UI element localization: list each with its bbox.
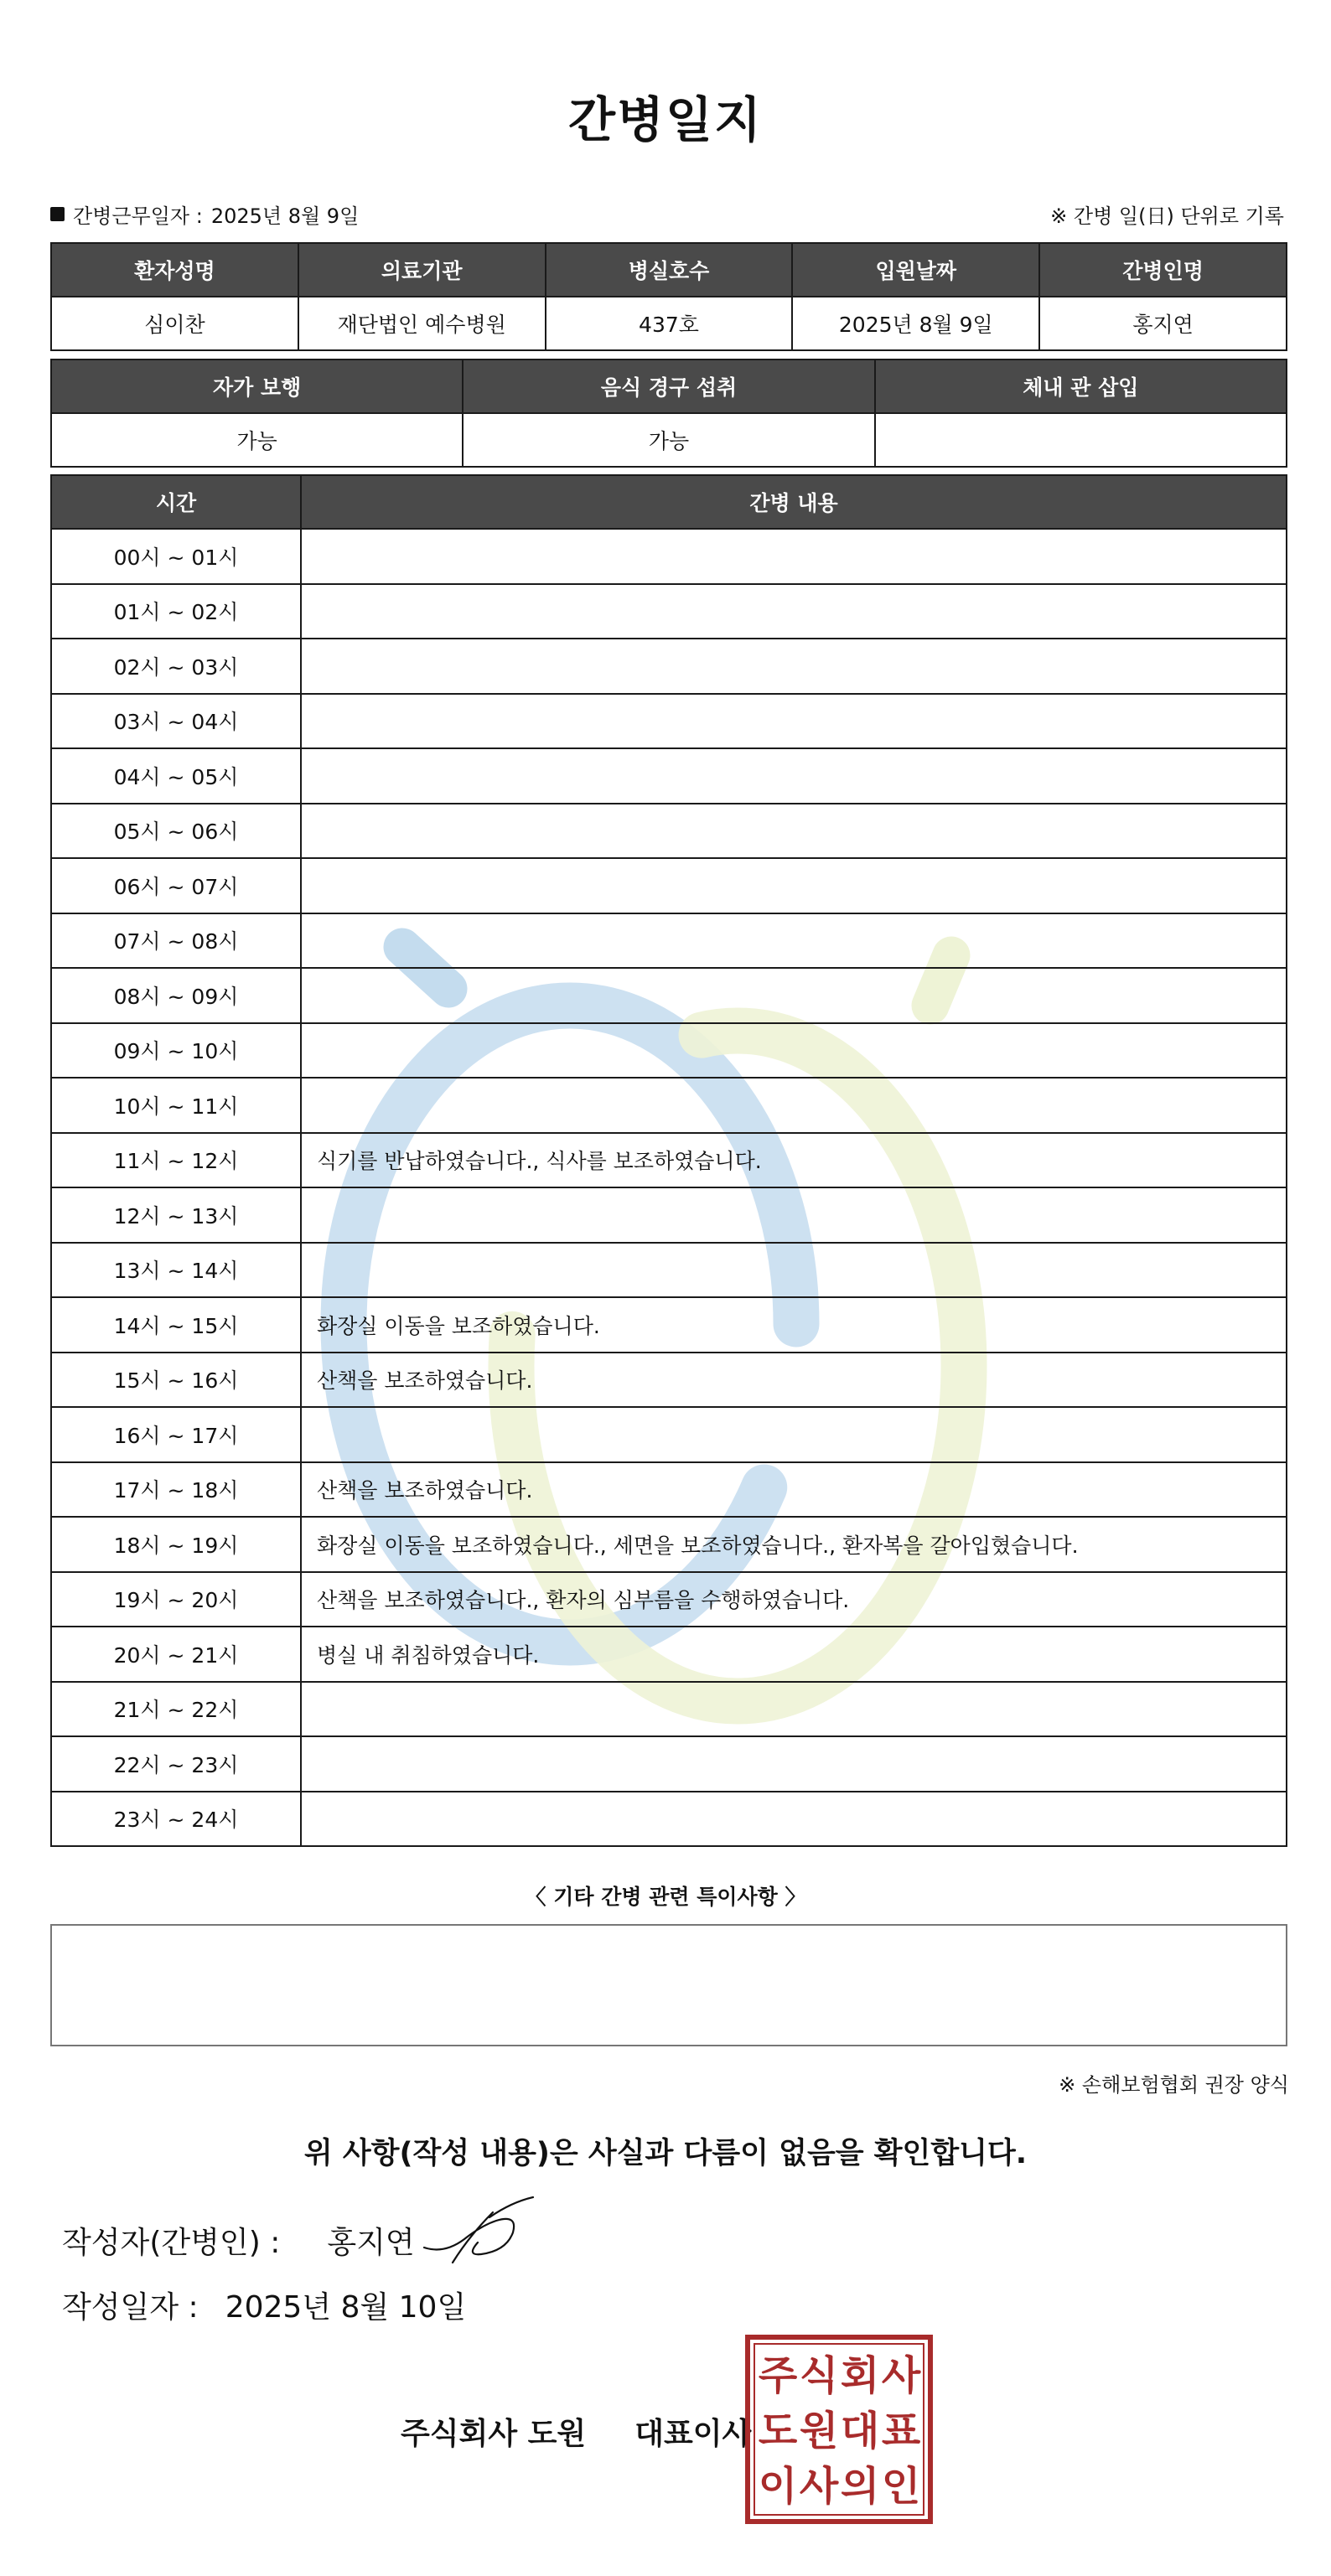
time-cell: 23시 ~ 24시 bbox=[51, 1792, 301, 1847]
seal-glyph: 이 bbox=[758, 2463, 798, 2510]
table-row bbox=[51, 1023, 1287, 1079]
content-cell bbox=[301, 1023, 1287, 1079]
table-row bbox=[51, 1297, 1287, 1353]
content-cell bbox=[301, 1407, 1287, 1462]
table-row bbox=[51, 804, 1287, 859]
time-cell: 16시 ~ 17시 bbox=[51, 1407, 301, 1462]
time-cell: 07시 ~ 08시 bbox=[51, 913, 301, 969]
bullet-square-icon bbox=[50, 207, 65, 221]
content-cell bbox=[301, 858, 1287, 913]
representative-title: 대표이사 bbox=[634, 2417, 752, 2451]
content-cell bbox=[301, 1243, 1287, 1298]
table-row bbox=[51, 1243, 1287, 1298]
time-cell: 17시 ~ 18시 bbox=[51, 1462, 301, 1518]
time-cell: 12시 ~ 13시 bbox=[51, 1187, 301, 1243]
seal-glyph: 사 bbox=[799, 2463, 839, 2510]
seal-glyph: 주 bbox=[758, 2352, 798, 2399]
room-value: 437호 bbox=[546, 297, 793, 350]
content-cell: 식기를 반납하였습니다., 식사를 보조하였습니다. bbox=[301, 1133, 1287, 1188]
table-row bbox=[51, 1078, 1287, 1133]
written-date-value: 2025년 8월 10일 bbox=[225, 2290, 467, 2325]
content-cell bbox=[301, 584, 1287, 639]
time-cell: 02시 ~ 03시 bbox=[51, 639, 301, 694]
table-row bbox=[51, 913, 1287, 969]
header-patient-name: 환자성명 bbox=[51, 243, 298, 297]
header-self-walking: 자가 보행 bbox=[51, 360, 463, 413]
company-seal-icon bbox=[744, 2334, 934, 2525]
table-row bbox=[51, 1792, 1287, 1847]
header-time: 시간 bbox=[51, 475, 301, 529]
seal-glyph: 도 bbox=[758, 2408, 798, 2454]
oral-intake-value: 가능 bbox=[463, 413, 874, 467]
writer-name: 홍지연 bbox=[327, 2226, 415, 2260]
seal-glyph: 회 bbox=[840, 2352, 880, 2399]
time-cell: 15시 ~ 16시 bbox=[51, 1353, 301, 1408]
special-notes-box bbox=[50, 1924, 1287, 2046]
time-cell: 01시 ~ 02시 bbox=[51, 584, 301, 639]
table-row bbox=[51, 1572, 1287, 1627]
time-cell: 08시 ~ 09시 bbox=[51, 968, 301, 1023]
content-cell: 병실 내 취침하였습니다. bbox=[301, 1627, 1287, 1682]
table-row bbox=[51, 639, 1287, 694]
admission-date-value: 2025년 8월 9일 bbox=[792, 297, 1039, 350]
table-row bbox=[51, 1517, 1287, 1572]
time-cell: 22시 ~ 23시 bbox=[51, 1736, 301, 1792]
content-cell bbox=[301, 694, 1287, 749]
header-care-content: 간병 내용 bbox=[301, 475, 1287, 529]
special-notes-heading: 〈 기타 간병 관련 특이사항 〉 bbox=[525, 1885, 806, 1909]
table-row bbox=[51, 1682, 1287, 1737]
content-cell: 화장실 이동을 보조하였습니다., 세면을 보조하였습니다., 환자복을 갈아입혔습니다. bbox=[301, 1517, 1287, 1572]
content-cell bbox=[301, 804, 1287, 859]
seal-glyph: 의 bbox=[840, 2463, 880, 2510]
time-cell: 09시 ~ 10시 bbox=[51, 1023, 301, 1079]
hospital-value: 재단법인 예수병원 bbox=[298, 297, 546, 350]
seal-glyph: 표 bbox=[881, 2408, 921, 2454]
table-row bbox=[51, 694, 1287, 749]
content-cell bbox=[301, 913, 1287, 969]
work-date-value: 2025년 8월 9일 bbox=[210, 204, 360, 228]
patient-info-table bbox=[50, 242, 1287, 351]
header-hospital: 의료기관 bbox=[298, 243, 546, 297]
content-cell bbox=[301, 1682, 1287, 1737]
header-caregiver: 간병인명 bbox=[1039, 243, 1287, 297]
time-cell: 00시 ~ 01시 bbox=[51, 529, 301, 584]
table-row bbox=[51, 1627, 1287, 1682]
content-cell: 산책을 보조하였습니다. bbox=[301, 1353, 1287, 1408]
content-cell bbox=[301, 968, 1287, 1023]
time-cell: 10시 ~ 11시 bbox=[51, 1078, 301, 1133]
patient-name-value: 심이찬 bbox=[51, 297, 298, 350]
content-cell bbox=[301, 748, 1287, 804]
table-row bbox=[51, 858, 1287, 913]
tube-insertion-value bbox=[875, 413, 1287, 467]
writer-label: 작성자(간병인) : bbox=[62, 2226, 281, 2260]
work-date-line bbox=[50, 199, 359, 229]
company-name: 주식회사 도원 bbox=[401, 2417, 587, 2451]
signature-icon bbox=[419, 2196, 536, 2271]
content-cell bbox=[301, 1078, 1287, 1133]
time-cell: 03시 ~ 04시 bbox=[51, 694, 301, 749]
content-cell: 화장실 이동을 보조하였습니다. bbox=[301, 1297, 1287, 1353]
time-cell: 04시 ~ 05시 bbox=[51, 748, 301, 804]
written-date-line bbox=[62, 2284, 466, 2326]
time-cell: 21시 ~ 22시 bbox=[51, 1682, 301, 1737]
writer-line bbox=[62, 2219, 415, 2262]
header-oral-intake: 음식 경구 섭취 bbox=[463, 360, 874, 413]
care-log-body bbox=[51, 529, 1287, 1846]
work-date-label: 간병근무일자 : bbox=[73, 204, 203, 228]
seal-glyph: 대 bbox=[840, 2408, 880, 2454]
time-cell: 11시 ~ 12시 bbox=[51, 1133, 301, 1188]
self-walking-value: 가능 bbox=[51, 413, 463, 467]
seal-glyph: 식 bbox=[799, 2352, 839, 2399]
header-admission-date: 입원날짜 bbox=[792, 243, 1039, 297]
caregiver-value: 홍지연 bbox=[1039, 297, 1287, 350]
table-row bbox=[51, 1353, 1287, 1408]
confirmation-statement: 위 사항(작성 내용)은 사실과 다름이 없음을 확인합니다. bbox=[303, 2137, 1028, 2170]
seal-glyph: 인 bbox=[881, 2463, 921, 2510]
written-date-label: 작성일자 : bbox=[62, 2290, 199, 2325]
time-cell: 19시 ~ 20시 bbox=[51, 1572, 301, 1627]
content-cell bbox=[301, 639, 1287, 694]
table-row bbox=[51, 1462, 1287, 1518]
time-cell: 14시 ~ 15시 bbox=[51, 1297, 301, 1353]
table-row bbox=[51, 968, 1287, 1023]
time-cell: 20시 ~ 21시 bbox=[51, 1627, 301, 1682]
table-row bbox=[51, 529, 1287, 584]
content-cell: 산책을 보조하였습니다. bbox=[301, 1462, 1287, 1518]
content-cell bbox=[301, 1736, 1287, 1792]
time-cell: 18시 ~ 19시 bbox=[51, 1517, 301, 1572]
time-cell: 13시 ~ 14시 bbox=[51, 1243, 301, 1298]
company-signature-line bbox=[401, 2410, 751, 2453]
patient-status-table bbox=[50, 359, 1287, 468]
care-log-table bbox=[50, 474, 1287, 1847]
content-cell bbox=[301, 1187, 1287, 1243]
time-cell: 05시 ~ 06시 bbox=[51, 804, 301, 859]
table-row bbox=[51, 1187, 1287, 1243]
seal-glyph: 원 bbox=[799, 2408, 839, 2454]
table-row bbox=[51, 584, 1287, 639]
content-cell bbox=[301, 529, 1287, 584]
seal-glyph: 사 bbox=[881, 2352, 921, 2399]
unit-note: ※ 간병 일(日) 단위로 기록 bbox=[1050, 204, 1284, 228]
table-row bbox=[51, 1133, 1287, 1188]
header-room: 병실호수 bbox=[546, 243, 793, 297]
header-tube-insertion: 체내 관 삽입 bbox=[875, 360, 1287, 413]
page-title: 간병일지 bbox=[567, 91, 764, 148]
time-cell: 06시 ~ 07시 bbox=[51, 858, 301, 913]
form-source-note: ※ 손해보험협회 권장 양식 bbox=[1059, 2073, 1289, 2097]
table-row bbox=[51, 1407, 1287, 1462]
content-cell bbox=[301, 1792, 1287, 1847]
content-cell: 산책을 보조하였습니다., 환자의 심부름을 수행하였습니다. bbox=[301, 1572, 1287, 1627]
table-row bbox=[51, 1736, 1287, 1792]
table-row bbox=[51, 748, 1287, 804]
